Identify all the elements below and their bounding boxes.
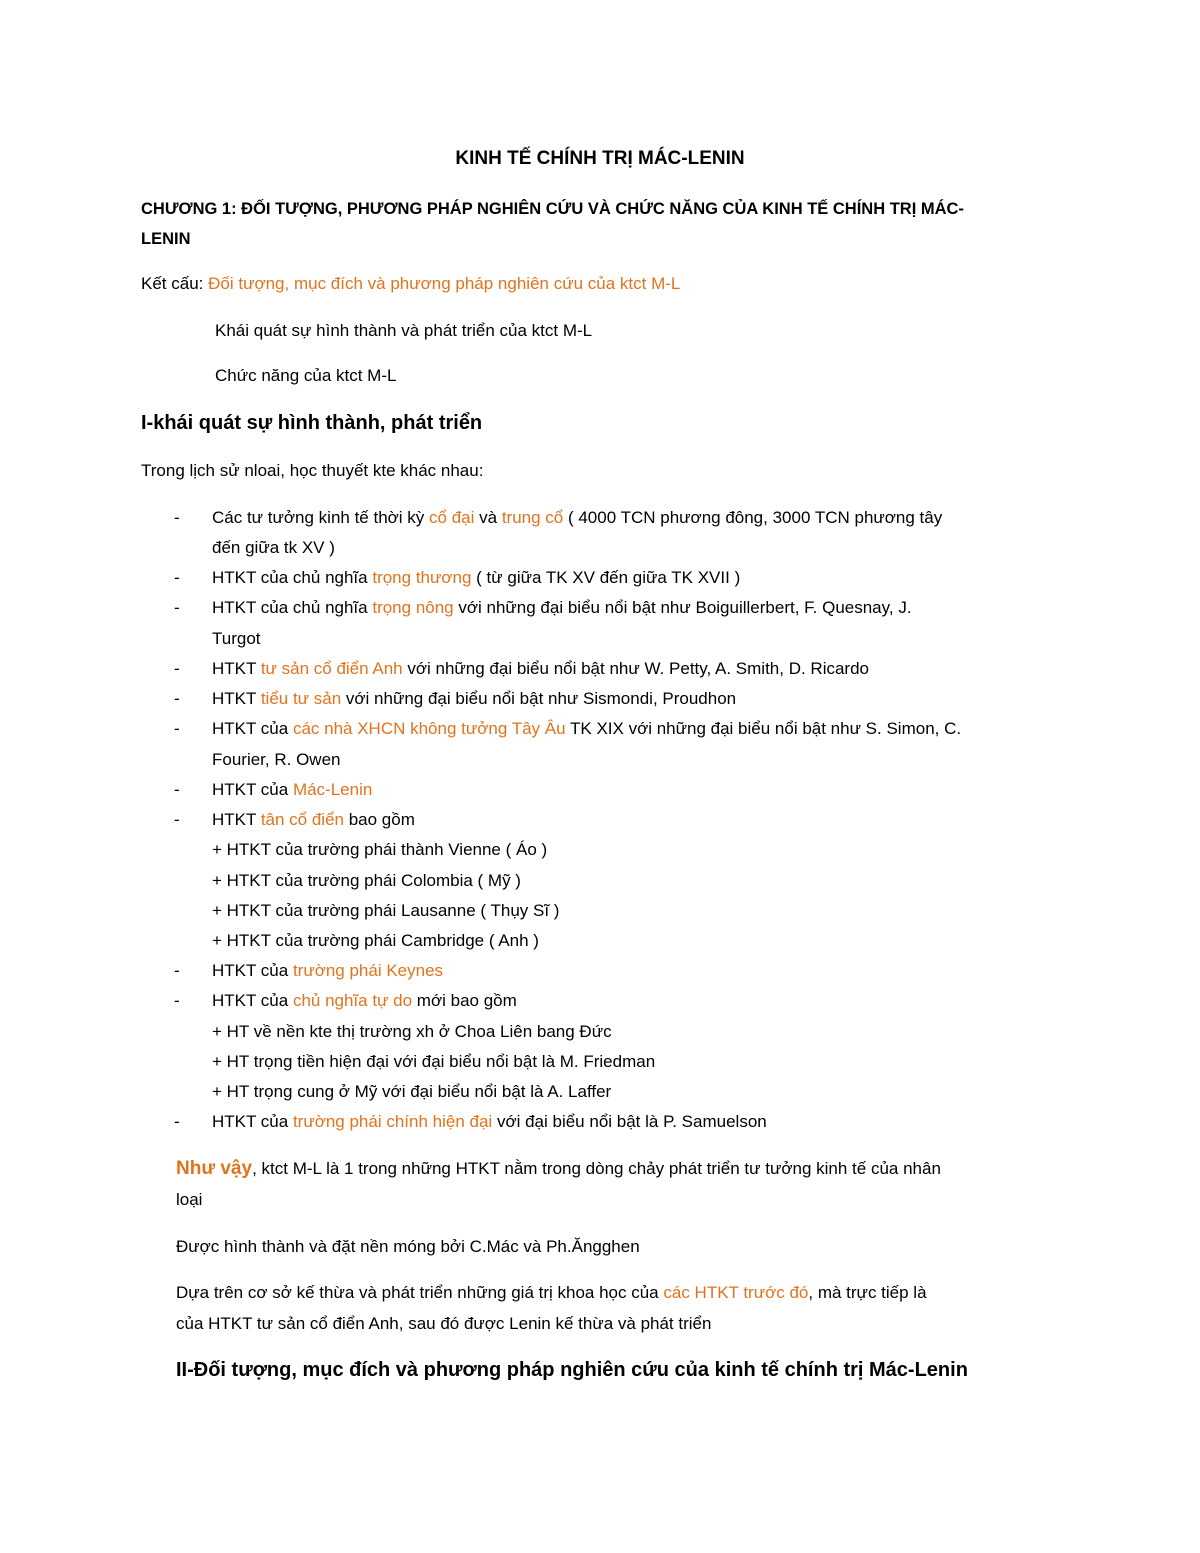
bullet-10 xyxy=(212,990,517,1012)
summary-highlight: các HTKT trước đó xyxy=(663,1283,809,1302)
bullet-text: bao gồm xyxy=(344,810,415,829)
bullet-highlight: tân cổ điển xyxy=(260,810,344,829)
sub-item: + HTKT của trường phái Lausanne ( Thụy Sĩ ) xyxy=(212,901,560,920)
bullet-dash: - xyxy=(174,1112,180,1131)
structure-item-3: Chức năng của ktct M-L xyxy=(215,366,397,385)
chapter-title-line-1: CHƯƠNG 1: ĐỐI TƯỢNG, PHƯƠNG PHÁP NGHIÊN CỨU VÀ CHỨC NĂNG CỦA KINH TẾ CHÍNH TRỊ MÁC- xyxy=(141,200,964,218)
bullet-text: HTKT của chủ nghĩa xyxy=(212,598,373,617)
bullet-dash: - xyxy=(174,689,180,708)
bullet-text: TK XIX với những đại biểu nổi bật như S. Simon, C. xyxy=(565,719,962,738)
bullet-2 xyxy=(212,567,740,589)
summary-highlight: Như vậy xyxy=(176,1158,253,1179)
bullet-highlight: tiểu tư sản xyxy=(260,689,342,708)
summary-paragraph-2: Được hình thành và đặt nền móng bởi C.Mác và Ph.Ăngghen xyxy=(176,1237,640,1256)
bullet-text: HTKT xyxy=(212,659,261,678)
bullet-highlight: Mác-Lenin xyxy=(292,780,373,799)
bullet-text: với những đại biểu nổi bật như Sismondi, Proudhon xyxy=(341,689,737,708)
bullet-text: HTKT của xyxy=(212,780,293,799)
bullet-highlight: trung cổ xyxy=(501,508,564,527)
structure-item-1: Đối tượng, mục đích và phương pháp nghiên cứu của ktct M-L xyxy=(208,274,681,293)
bullet-highlight: tư sản cổ điển Anh xyxy=(260,659,403,678)
bullet-dash: - xyxy=(174,508,180,527)
bullet-text: với những đại biểu nổi bật như Boiguillerbert, F. Quesnay, J. xyxy=(453,598,912,617)
bullet-dash: - xyxy=(174,598,180,617)
summary-text: , ktct M-L là 1 trong những HTKT nằm trong dòng chảy phát triển tư tưởng kinh tế của nhân xyxy=(252,1159,941,1178)
summary-paragraph-3-cont: của HTKT tư sản cổ điển Anh, sau đó được Lenin kế thừa và phát triển xyxy=(176,1314,712,1333)
bullet-dash: - xyxy=(174,719,180,738)
bullet-text: ( từ giữa TK XV đến giữa TK XVII ) xyxy=(471,568,741,587)
sub-item: + HTKT của trường phái Colombia ( Mỹ ) xyxy=(212,871,521,890)
bullet-9 xyxy=(212,960,443,982)
bullet-highlight: cổ đại xyxy=(429,508,475,527)
bullet-1 xyxy=(212,507,942,529)
bullet-dash: - xyxy=(174,991,180,1010)
bullet-text: HTKT của xyxy=(212,719,293,738)
chapter-title-line-2: LENIN xyxy=(141,230,191,248)
bullet-text: HTKT xyxy=(212,689,261,708)
bullet-text: HTKT của xyxy=(212,961,293,980)
bullet-highlight: các nhà XHCN không tưởng Tây Âu xyxy=(292,719,566,738)
bullet-3 xyxy=(212,597,912,619)
bullet-text: với những đại biểu nổi bật như W. Petty, A. Smith, D. Ricardo xyxy=(402,659,869,678)
structure-label: Kết cấu: xyxy=(141,274,209,293)
structure-line-1 xyxy=(141,273,680,295)
bullet-dash: - xyxy=(174,780,180,799)
bullet-3-cont: Turgot xyxy=(212,629,261,648)
bullet-text: HTKT của chủ nghĩa xyxy=(212,568,373,587)
summary-text: Dựa trên cơ sở kế thừa và phát triển những giá trị khoa học của xyxy=(176,1283,664,1302)
bullet-dash: - xyxy=(174,810,180,829)
bullet-text: Các tư tưởng kinh tế thời kỳ xyxy=(212,508,430,527)
bullet-text: HTKT của xyxy=(212,1112,293,1131)
sub-item: + HT về nền kte thị trường xh ở Choa Liên bang Đức xyxy=(212,1022,612,1041)
section-1-intro: Trong lịch sử nloai, học thuyết kte khác nhau: xyxy=(141,461,484,480)
bullet-7 xyxy=(212,779,372,801)
bullet-dash: - xyxy=(174,568,180,587)
bullet-highlight: trọng thương xyxy=(372,568,472,587)
section-1-heading: I-khái quát sự hình thành, phát triển xyxy=(141,412,483,434)
sub-item: + HT trọng tiền hiện đại với đại biểu nổi bật là M. Friedman xyxy=(212,1052,656,1071)
bullet-highlight: trường phái Keynes xyxy=(292,961,444,980)
bullet-text: với đại biểu nổi bật là P. Samuelson xyxy=(492,1112,767,1131)
summary-paragraph-3 xyxy=(176,1282,927,1304)
bullet-highlight: chủ nghĩa tự do xyxy=(292,991,413,1010)
bullet-6 xyxy=(212,718,961,740)
document-title: KINH TẾ CHÍNH TRỊ MÁC-LENIN xyxy=(455,148,745,169)
bullet-text: ( 4000 TCN phương đông, 3000 TCN phương tây xyxy=(563,508,943,527)
bullet-dash: - xyxy=(174,961,180,980)
section-2-heading: II-Đối tượng, mục đích và phương pháp nghiên cứu của kinh tế chính trị Mác-Lenin xyxy=(176,1359,968,1381)
bullet-text: HTKT của xyxy=(212,991,293,1010)
bullet-text: mới bao gồm xyxy=(412,991,517,1010)
bullet-dash: - xyxy=(174,659,180,678)
sub-item: + HTKT của trường phái thành Vienne ( Áo ) xyxy=(212,840,548,859)
bullet-8 xyxy=(212,809,415,831)
bullet-highlight: trường phái chính hiện đại xyxy=(292,1112,493,1131)
sub-item: + HTKT của trường phái Cambridge ( Anh ) xyxy=(212,931,539,950)
bullet-text: HTKT xyxy=(212,810,261,829)
summary-paragraph-1 xyxy=(176,1158,941,1180)
bullet-5 xyxy=(212,688,736,710)
bullet-11 xyxy=(212,1111,767,1133)
bullet-6-cont: Fourier, R. Owen xyxy=(212,750,341,769)
bullet-text: và xyxy=(474,508,502,527)
sub-item: + HT trọng cung ở Mỹ với đại biểu nổi bật là A. Laffer xyxy=(212,1082,612,1101)
structure-item-2: Khái quát sự hình thành và phát triển của ktct M-L xyxy=(215,321,593,340)
summary-paragraph-1-cont: loại xyxy=(176,1190,203,1209)
summary-text: , mà trực tiếp là xyxy=(808,1283,927,1302)
bullet-highlight: trọng nông xyxy=(372,598,454,617)
bullet-4 xyxy=(212,658,869,680)
bullet-1-cont: đến giữa tk XV ) xyxy=(212,538,335,557)
